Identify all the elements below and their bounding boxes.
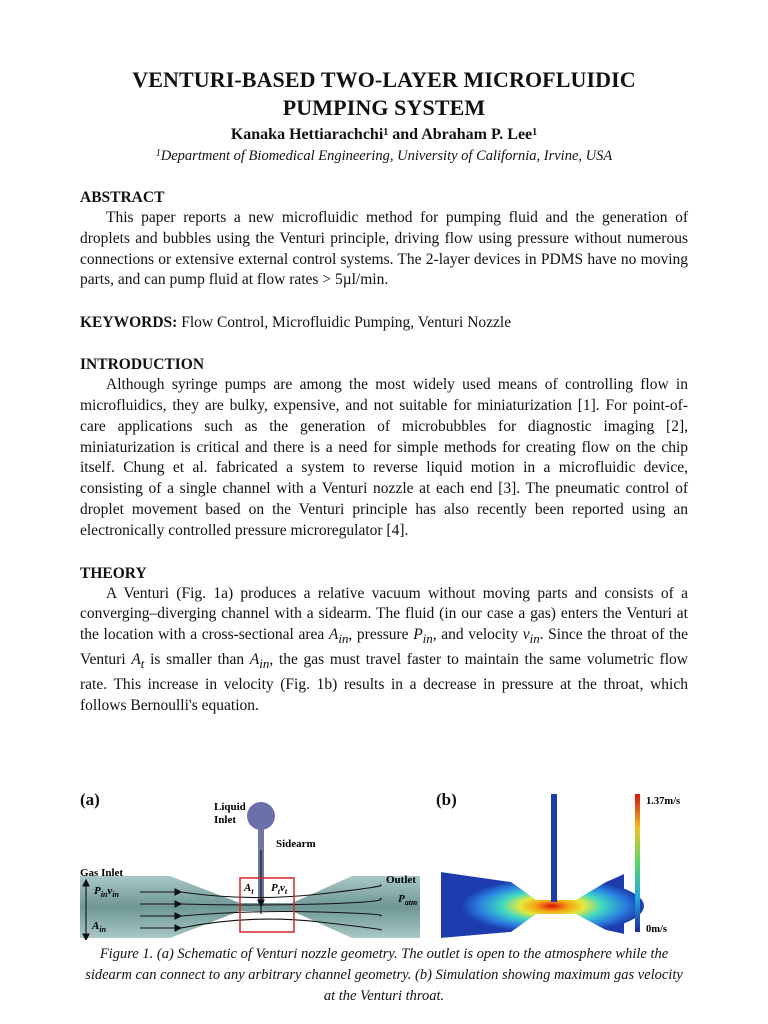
theory-heading: THEORY xyxy=(80,564,147,582)
liquid-inlet-reservoir xyxy=(247,802,275,830)
author-2: Abraham P. Lee xyxy=(421,126,533,143)
introduction-heading: INTRODUCTION xyxy=(80,356,205,374)
affiliation-mark: 1 xyxy=(155,148,161,159)
outlet-label: Outlet xyxy=(386,874,416,886)
author-2-affil-mark: 1 xyxy=(532,127,538,138)
introduction-body: Although syringe pumps are among the most widely used means of controlling flow in microfluidics, they are bulky, expensive, and not suitable for miniaturization [1]. For point-of-care applications such as the generation of microbubbles for diagnostic imaging [2], miniaturization is critical and there is a need for simple methods for creating flow on the chip itself. Chung et al. fabricated a system to reverse liquid motion in a microfluidic device, consisting of a single channel with a Venturi nozzle at each end [3]. The pneumatic control of droplet movement based on the Venturi principle has also recently been reported using an electronically controlled pressure microregulator [4]. xyxy=(80,376,688,539)
pin-vin-label: $P_{in}v_{in}$ xyxy=(94,885,119,899)
affiliation-text: Department of Biomedical Engineering, University of California, Irvine, USA xyxy=(160,148,613,164)
ain-label: $A_{in}$ xyxy=(92,920,107,934)
author-1-affil-mark: 1 xyxy=(383,127,389,138)
liquid-inlet-label-2: Inlet xyxy=(214,814,236,826)
colorbar-min-label: 0m/s xyxy=(646,924,667,935)
abstract-body: This paper reports a new microfluidic method for pumping fluid and the generation of droplets and bubbles using the Venturi principle, driving flow using pressure without numerous connections or extensive external control systems. The 2-layer devices in PDMS have no moving parts, and can pump fluid at flow rates > 5µl/min. xyxy=(80,209,688,289)
sidearm-label: Sidearm xyxy=(276,838,316,850)
theory-body: A Venturi (Fig. 1a) produces a relative vacuum without moving parts and consists of a converging–diverging channel with a sidearm. The fluid (in our case a gas) enters the Venturi at the location with a cross-sectional area $A_{in}$, pressure $P_{in}$, and velocity $v_{in}$. Since the throat of the Venturi $A_t$ is smaller than $A_{in}$, the gas must travel faster to maintain the same volumetric flow rate. This increase in velocity (Fig. 1b) results in a decrease in pressure at the throat, which follows Bernoulli's equation. xyxy=(80,584,688,714)
keywords xyxy=(80,313,688,333)
abstract-heading: ABSTRACT xyxy=(80,189,165,206)
keywords-text: Flow Control, Microfluidic Pumping, Venturi Nozzle xyxy=(181,314,512,332)
colorbar-max-label: 1.37m/s xyxy=(646,796,681,807)
author-1: Kanaka Hettiarachchi xyxy=(230,126,384,143)
pt-vt-label: $P_tv_t$ xyxy=(271,882,288,896)
venturi-schematic xyxy=(80,790,430,940)
figure-label-b: (b) xyxy=(436,790,457,809)
patm-label: $P_{atm}$ xyxy=(398,893,418,907)
paper-title: VENTURI-BASED TWO-LAYER MICROFLUIDIC PUMPING SYSTEM xyxy=(132,67,636,120)
figure-1-caption: Figure 1. (a) Schematic of Venturi nozzle geometry. The outlet is open to the atmosphere while the sidearm can connect to any arbitrary channel geometry. (b) Simulation showing maximum gas velocity at the Venturi throat. xyxy=(85,946,683,1004)
velocity-simulation xyxy=(436,790,690,940)
velocity-colorbar xyxy=(635,794,640,932)
author-joiner: and xyxy=(388,126,422,143)
affiliation xyxy=(80,146,688,166)
figure-label-a: (a) xyxy=(80,790,100,809)
paper-page xyxy=(80,66,688,717)
liquid-inlet-label-1: Liquid xyxy=(214,801,246,813)
at-label: $A_t$ xyxy=(244,882,254,896)
gas-inlet-label: Gas Inlet xyxy=(80,867,124,879)
author-line xyxy=(80,125,688,145)
keywords-label: KEYWORDS: xyxy=(80,314,178,332)
figure-1 xyxy=(80,790,690,940)
